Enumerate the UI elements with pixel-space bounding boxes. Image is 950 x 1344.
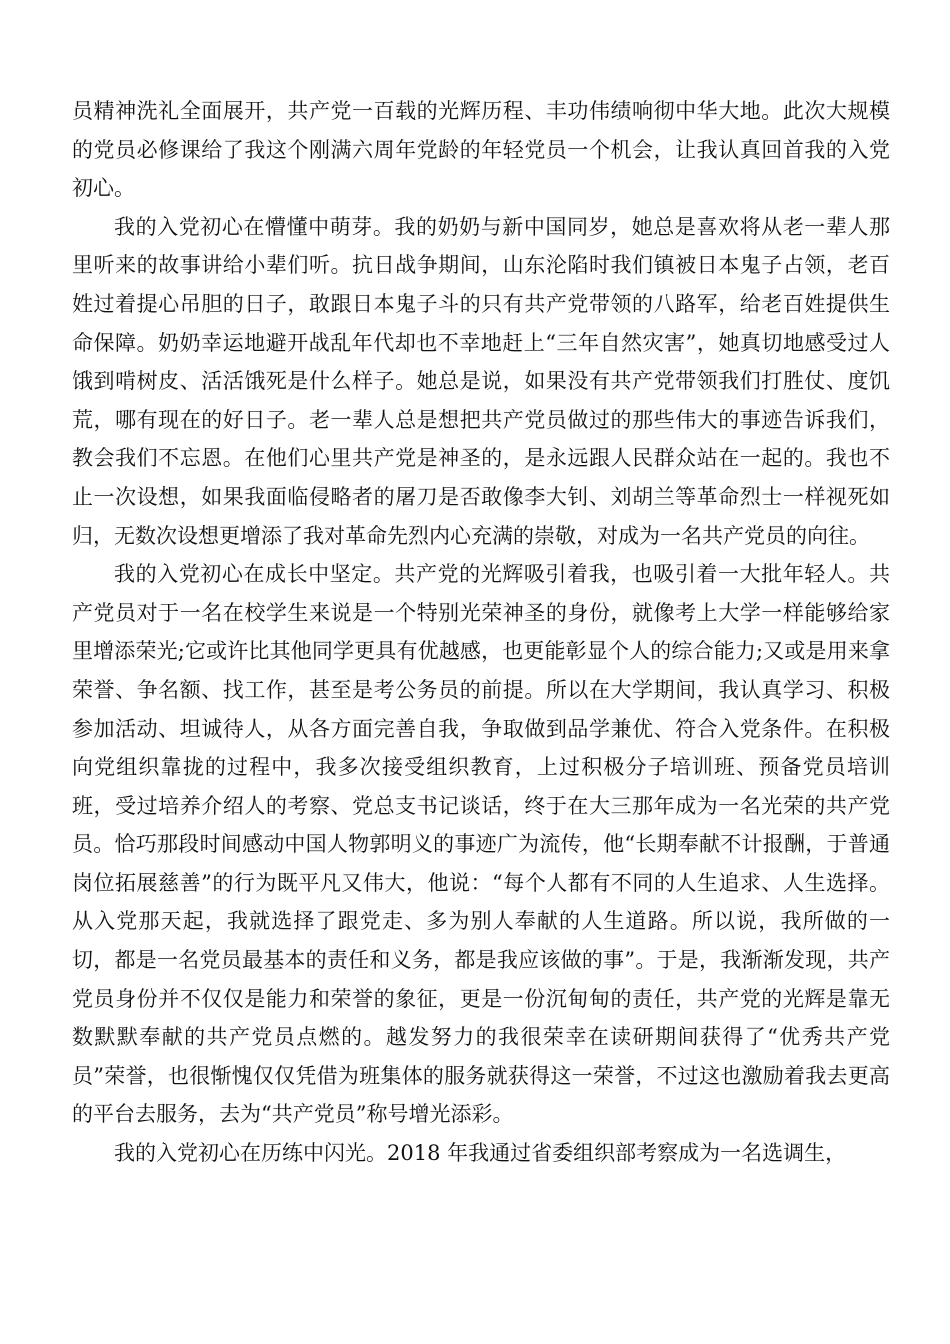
paragraph-3: 我的入党初心在成长中坚定。共产党的光辉吸引着我，也吸引着一大批年轻人。共产党员对于一名在校学生来说是一个特别光荣神圣的身份，就像考上大学一样能够给家里增添荣光;它或许比其他同学更具有优越感，也更能彰显个人的综合能力;又或是用来拿荣誉、争名额、找工作，甚至是考公务员的前提。所以在大学期间，我认真学习、积极参加活动、坦诚待人，从各方面完善自我，争取做到品学兼优、符合入党条件。在积极向党组织靠拢的过程中，我多次接受组织教育，上过积极分子培训班、预备党员培训班，受过培养介绍人的考察、党总支书记谈话，终于在大三那年成为一名光荣的共产党员。恰巧那段时间感动中国人物郭明义的事迹广为流传，他“长期奉献不计报酬，于普通岗位拓展慈善”的行为既平凡又伟大，他说：“每个人都有不同的人生追求、人生选择。从入党那天起，我就选择了跟党走、多为别人奉献的人生道路。所以说，我所做的一切，都是一名党员最基本的责任和义务，都是我应该做的事”。于是，我渐渐发现，共产党员身份并不仅仅是能力和荣誉的象征，更是一份沉甸甸的责任，共产党的光辉是靠无数默默奉献的共产党员点燃的。越发努力的我很荣幸在读研期间获得了“优秀共产党员”荣誉，也很惭愧仅仅凭借为班集体的服务就获得这一荣誉，不过这也激励着我去更高的平台去服务，去为“共产党员”称号增光添彩。 (72, 562, 890, 1127)
paragraph-4: 我的入党初心在历练中闪光。2018 年我通过省委组织部考察成为一名选调生， (114, 1141, 847, 1166)
document-body (72, 92, 890, 1173)
paragraph-1: 员精神洗礼全面展开，共产党一百载的光辉历程、丰功伟绩响彻中华大地。此次大规模的党员必修课给了我这个刚满六周年党龄的年轻党员一个机会，让我认真回首我的入党初心。 (72, 99, 890, 201)
paragraph-2: 我的入党初心在懵懂中萌芽。我的奶奶与新中国同岁，她总是喜欢将从老一辈人那里听来的故事讲给小辈们听。抗日战争期间，山东沦陷时我们镇被日本鬼子占领，老百姓过着提心吊胆的日子，敢跟日本鬼子斗的只有共产党带领的八路军，给老百姓提供生命保障。奶奶幸运地避开战乱年代却也不幸地赶上“三年自然灾害”，她真切地感受过人饿到啃树皮、活活饿死是什么样子。她总是说，如果没有共产党带领我们打胜仗、度饥荒，哪有现在的好日子。老一辈人总是想把共产党员做过的那些伟大的事迹告诉我们，教会我们不忘恩。在他们心里共产党是神圣的，是永远跟人民群众站在一起的。我也不止一次设想，如果我面临侵略者的屠刀是否敢像李大钊、刘胡兰等革命烈士一样视死如归，无数次设想更增添了我对革命先烈内心充满的崇敬，对成为一名共产党员的向往。 (72, 214, 890, 548)
